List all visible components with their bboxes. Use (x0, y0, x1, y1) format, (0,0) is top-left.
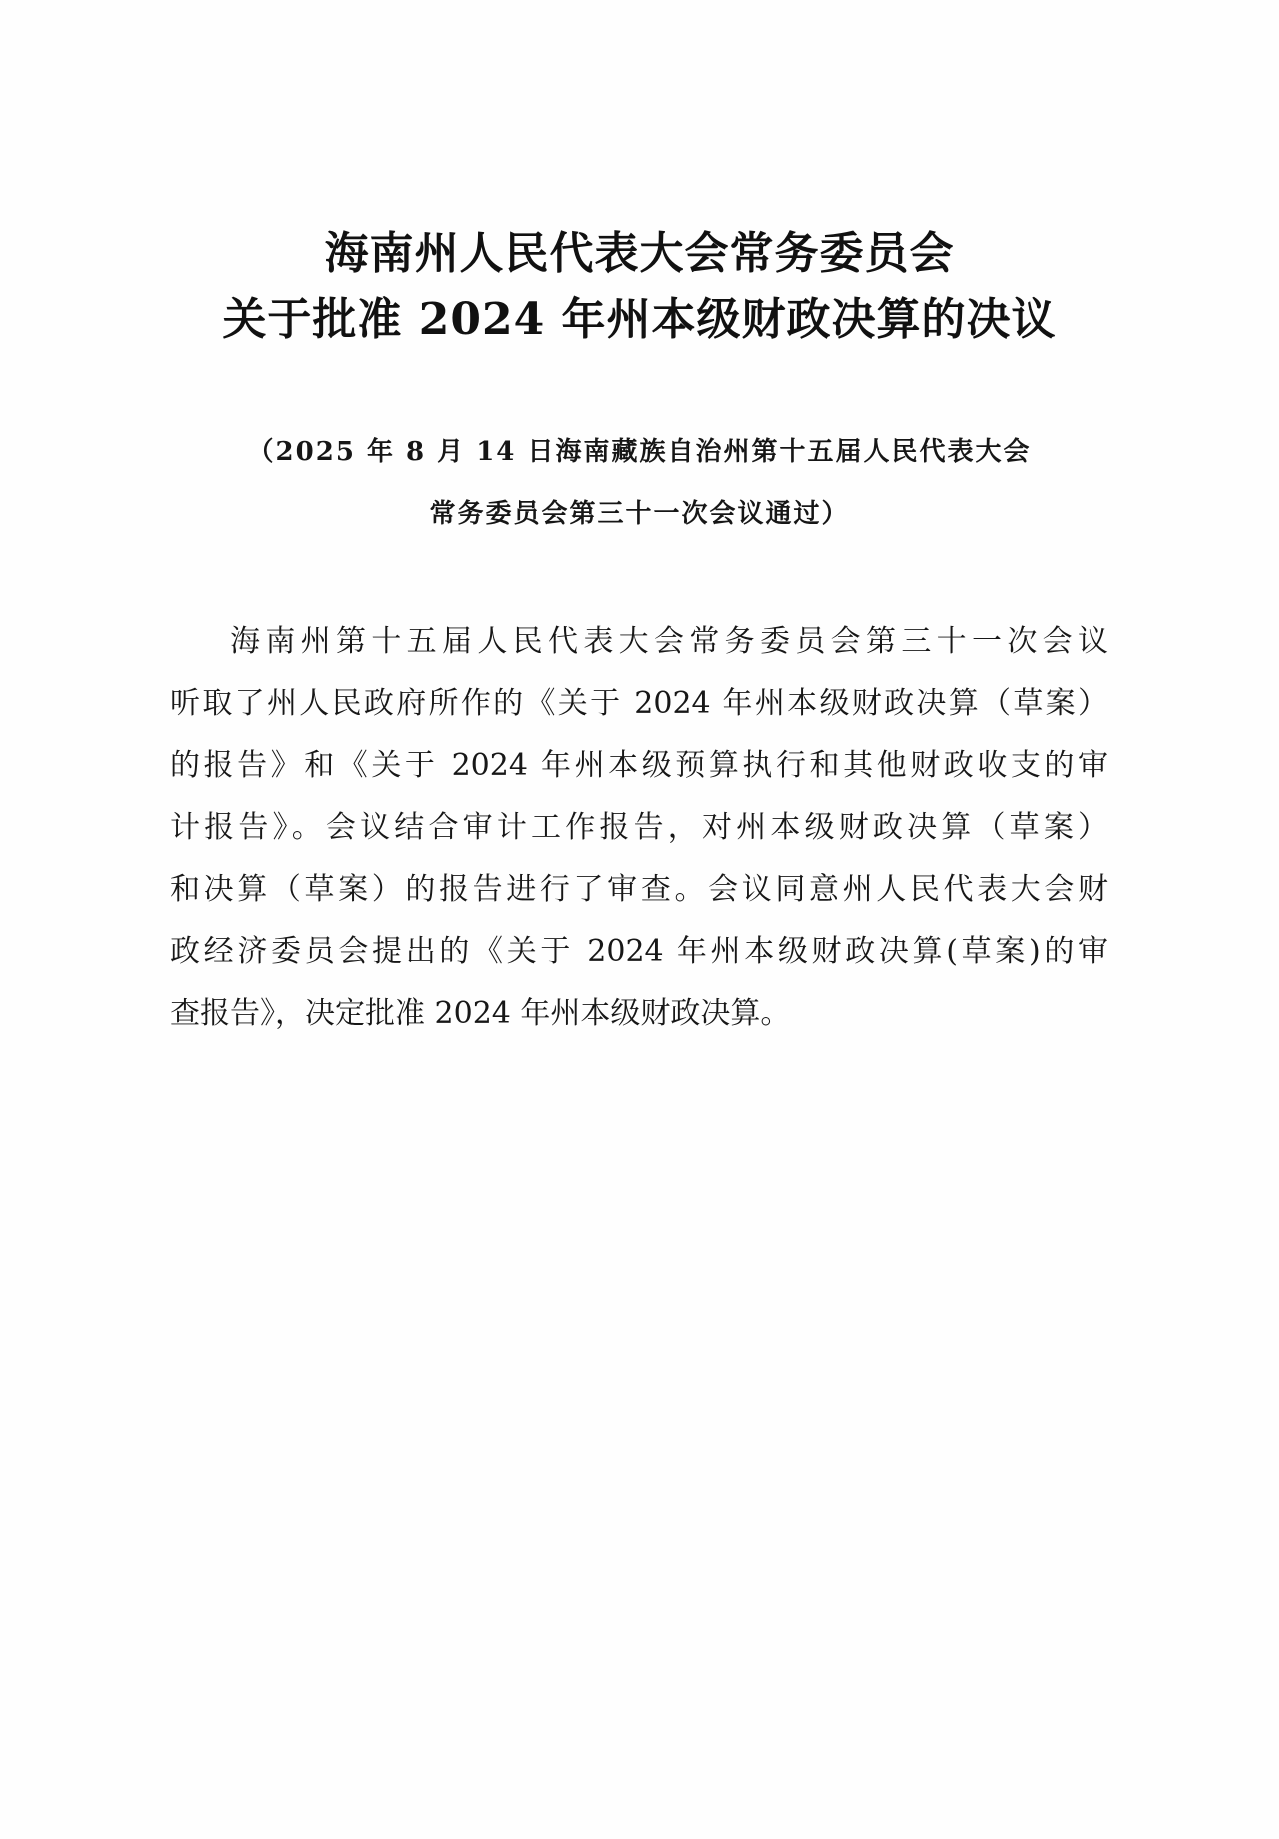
body-paragraph-line: 查报告》，决定批准 2024 年州本级财政决算。 (170, 996, 791, 1031)
body-paragraph-line: 政经济委员会提出的《关于 2024 年州本级财政决算(草案)的审 (170, 934, 1108, 969)
body-paragraph-line: 计报告》。会议结合审计工作报告，对州本级财政决算（草案） (170, 810, 1108, 845)
document-subtitle-line-1: （2025 年 8 月 14 日海南藏族自治州第十五届人民代表大会 (247, 437, 1032, 467)
document-title-line-2: 关于批准 2024 年州本级财政决算的决议 (222, 294, 1057, 345)
body-paragraph-line: 听取了州人民政府所作的《关于 2024 年州本级财政决算（草案） (170, 686, 1108, 721)
body-paragraph-line: 的报告》和《关于 2024 年州本级预算执行和其他财政收支的审 (170, 748, 1108, 783)
document-title-line-1: 海南州人民代表大会常务委员会 (324, 228, 955, 279)
document-subtitle-line-2: 常务委员会第三十一次会议通过） (429, 499, 850, 529)
body-paragraph-line: 和决算（草案）的报告进行了审查。会议同意州人民代表大会财 (170, 872, 1108, 907)
body-paragraph-line: 海南州第十五届人民代表大会常务委员会第三十一次会议 (230, 624, 1108, 659)
